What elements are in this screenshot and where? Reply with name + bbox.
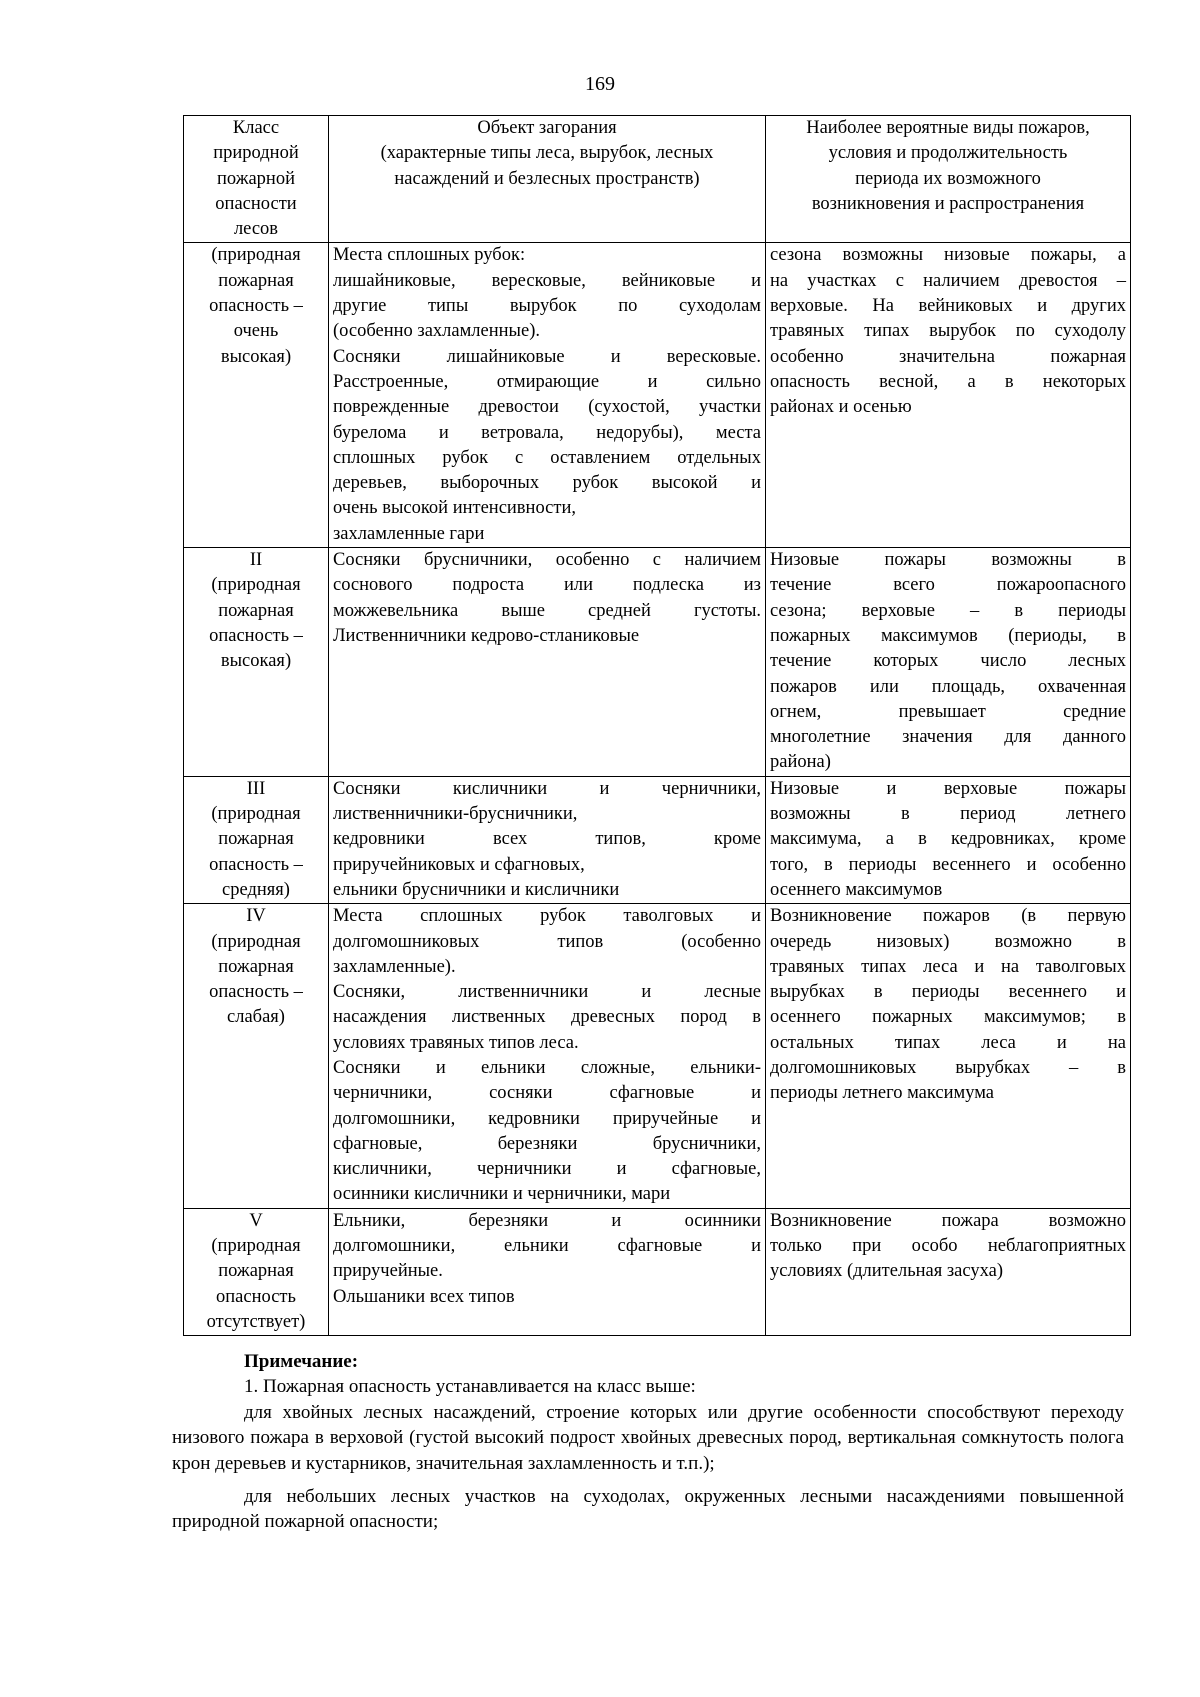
fire-kinds-cell — [766, 776, 1131, 903]
notes-section — [172, 1349, 1124, 1535]
page-number: 169 — [585, 73, 615, 95]
cell-line: того, в периоды весеннего и особенно — [770, 854, 1126, 875]
cell-line: насаждений и безлесных пространств) — [394, 168, 700, 189]
cell-line: (природная — [211, 245, 301, 266]
cell-line: Наиболее вероятные виды пожаров, — [806, 118, 1090, 138]
cell-line: опасности — [215, 193, 297, 214]
cell-line: высокая) — [220, 651, 292, 672]
object-cell — [329, 548, 766, 777]
fire-kinds-cell — [766, 1208, 1131, 1335]
cell-line: пожарной — [217, 168, 295, 189]
cell-line: верховые. На вейниковых и других — [770, 296, 1126, 317]
cell-line: Сосняки, лиственничники и лесные — [333, 982, 761, 1003]
cell-line: районах и осенью — [770, 397, 912, 418]
cell-line: травяных типах вырубок по суходолу — [770, 321, 1126, 342]
cell-line: пожарная — [218, 1261, 294, 1282]
fire-danger-table — [183, 115, 1131, 1336]
note-paragraph-1: для хвойных лесных насаждений, строение которых или другие особенности способствуют переходу низового пожара в верховой (густой высокий подрост хвойных древесных пород, вертикальная сомкнутость полога крон деревьев и кустарников, значительная захламленность и т.п.); — [172, 1401, 1124, 1474]
fire-kinds-cell — [766, 243, 1131, 548]
cell-line: ельники брусничники и кисличники — [333, 879, 620, 900]
cell-line: III — [246, 778, 266, 799]
cell-line: (особенно захламленные). — [333, 321, 540, 342]
cell-line: сезона возможны низовые пожары, а — [770, 245, 1126, 266]
cell-line: очередь низовых) возможно в — [770, 931, 1126, 952]
cell-line: Возникновение пожара возможно — [770, 1210, 1126, 1231]
object-cell — [329, 904, 766, 1209]
cell-line: очень — [233, 321, 279, 342]
note-paragraph-2: для небольших лесных участков на суходолах, окруженных лесными насаждениями повышенной природной пожарной опасности; — [172, 1486, 1124, 1533]
cell-line: деревьев, выборочных рубок высокой и — [333, 473, 761, 494]
object-cell — [329, 1208, 766, 1335]
table-row — [184, 1208, 1131, 1335]
cell-line: Места сплошных рубок: — [333, 245, 526, 266]
cell-line: захламленные). — [333, 956, 456, 977]
table-row — [184, 548, 1131, 777]
cell-line: сезона; верховые – в периоды — [770, 600, 1126, 621]
cell-line: сплошных рубок с оставлением отдельных — [333, 447, 761, 468]
cell-line: максимума, а в кедровниках, кроме — [770, 829, 1126, 850]
cell-line: огнем, превышает средние — [770, 701, 1126, 722]
cell-line: Класс — [232, 118, 280, 138]
cell-line: Сосняки брусничники, особенно с наличием — [333, 550, 761, 571]
cell-line: лиственничники-брусничники, — [333, 804, 578, 825]
cell-line: пожарная — [218, 956, 294, 977]
cell-line: осеннего пожарных максимумов; в — [770, 1007, 1126, 1028]
table-row — [184, 243, 1131, 548]
cell-line: приручейные. — [333, 1261, 443, 1282]
cell-line: опасность весной, а в некоторых — [770, 371, 1126, 392]
class-cell — [184, 243, 329, 548]
cell-line: опасность — [216, 1286, 296, 1307]
cell-line: слабая) — [227, 1007, 285, 1028]
cell-line: пожаров или площадь, охваченная — [770, 676, 1126, 697]
cell-line: отсутствует) — [206, 1311, 306, 1332]
cell-line: лишайниковые, вересковые, вейниковые и — [333, 270, 761, 291]
cell-line: захламленные гари — [333, 523, 485, 544]
header-object — [329, 116, 766, 243]
cell-line: остальных типах леса и на — [770, 1032, 1126, 1053]
cell-line: лесов — [233, 219, 279, 240]
cell-line: пожарных максимумов (периоды, в — [770, 625, 1126, 646]
cell-line: IV — [246, 906, 266, 927]
cell-line: течение которых число лесных — [770, 651, 1126, 672]
object-cell — [329, 243, 766, 548]
cell-line: вырубках в периоды весеннего и — [770, 982, 1126, 1003]
class-cell — [184, 548, 329, 777]
cell-line: долгомошники, ельники сфагновые и — [333, 1236, 761, 1257]
cell-line: высокая) — [220, 346, 292, 367]
cell-line: очень высокой интенсивности, — [333, 498, 576, 519]
cell-line: долгомошниковых типов (особенно — [333, 931, 761, 952]
cell-line: долгомошники, кедровники приручейные и — [333, 1108, 761, 1129]
cell-line: черничники, сосняки сфагновые и — [333, 1083, 761, 1104]
cell-line: (характерные типы леса, вырубок, лесных — [380, 143, 714, 164]
cell-line: Низовые пожары возможны в — [770, 550, 1126, 571]
cell-line: травяных типах леса и на таволговых — [770, 956, 1126, 977]
class-cell — [184, 776, 329, 903]
cell-line: другие типы вырубок по суходолам — [333, 296, 761, 317]
cell-line: условиях (длительная засуха) — [770, 1261, 1003, 1282]
cell-line: Сосняки лишайниковые и вересковые. — [333, 346, 761, 367]
cell-line: (природная — [211, 1236, 301, 1257]
cell-line: приручейниковых и сфагновых, — [333, 854, 585, 875]
cell-line: соснового подроста или подлеска из — [333, 575, 761, 596]
cell-line: Сосняки и ельники сложные, ельники- — [333, 1057, 761, 1078]
table-header-row — [184, 116, 1131, 243]
cell-line: опасность – — [209, 625, 303, 646]
fire-kinds-cell — [766, 548, 1131, 777]
cell-line: на участках с наличием древостоя – — [770, 270, 1126, 291]
cell-line: Сосняки кисличники и черничники, — [333, 778, 761, 799]
cell-line: долгомошниковых вырубках – в — [770, 1057, 1126, 1078]
cell-line: поврежденные древостои (сухостой, участки — [333, 397, 761, 418]
cell-line: II — [249, 550, 263, 571]
cell-line: средняя) — [222, 879, 290, 900]
cell-line: можжевельника выше средней густоты. — [333, 600, 761, 621]
notes-title: Примечание: — [244, 1351, 359, 1372]
cell-line: Лиственничники кедрово-стланиковые — [333, 625, 640, 646]
cell-line: природной — [213, 143, 299, 164]
cell-line: многолетние значения для данного — [770, 727, 1126, 748]
cell-line: опасность – — [209, 854, 303, 875]
cell-line: Расстроенные, отмирающие и сильно — [333, 371, 761, 392]
cell-line: опасность – — [209, 296, 303, 317]
cell-line: периода их возможного — [855, 168, 1041, 189]
table-row — [184, 776, 1131, 903]
cell-line: только при особо неблагоприятных — [770, 1236, 1126, 1257]
cell-line: пожарная — [218, 829, 294, 850]
cell-line: Места сплошных рубок таволговых и — [333, 906, 761, 927]
cell-line: пожарная — [218, 600, 294, 621]
cell-line: течение всего пожароопасного — [770, 575, 1126, 596]
cell-line: осинники кисличники и черничники, мари — [333, 1184, 671, 1205]
object-cell — [329, 776, 766, 903]
header-class — [184, 116, 329, 243]
cell-line: условия и продолжительность — [828, 143, 1068, 164]
cell-line: опасность – — [209, 982, 303, 1003]
cell-line: кисличники, черничники и сфагновые, — [333, 1159, 761, 1180]
cell-line: насаждения лиственных древесных пород в — [333, 1007, 761, 1028]
cell-line: Ольшаники всех типов — [333, 1286, 515, 1307]
cell-line: Ельники, березняки и осинники — [333, 1210, 761, 1231]
class-cell — [184, 1208, 329, 1335]
cell-line: осеннего максимумов — [770, 879, 943, 900]
cell-line: бурелома и ветровала, недорубы), места — [333, 422, 761, 443]
cell-line: периоды летнего максимума — [770, 1083, 995, 1104]
cell-line: возможны в период летнего — [770, 804, 1126, 825]
cell-line: возникновения и распространения — [811, 193, 1085, 214]
cell-line: условиях травяных типов леса. — [333, 1032, 579, 1053]
cell-line: района) — [770, 752, 831, 773]
cell-line: (природная — [211, 931, 301, 952]
cell-line: (природная — [211, 575, 301, 596]
cell-line: Возникновение пожаров (в первую — [770, 906, 1126, 927]
cell-line: особенно значительна пожарная — [770, 346, 1126, 367]
header-kinds — [766, 116, 1131, 243]
cell-line: кедровники всех типов, кроме — [333, 829, 761, 850]
cell-line: V — [249, 1210, 263, 1231]
cell-line: (природная — [211, 804, 301, 825]
cell-line: Низовые и верховые пожары — [770, 778, 1126, 799]
cell-line: Объект загорания — [477, 118, 617, 138]
note-item-1: 1. Пожарная опасность устанавливается на класс выше: — [244, 1376, 696, 1398]
fire-kinds-cell — [766, 904, 1131, 1209]
class-cell — [184, 904, 329, 1209]
cell-line: пожарная — [218, 270, 294, 291]
table-row — [184, 904, 1131, 1209]
cell-line: сфагновые, березняки брусничники, — [333, 1133, 761, 1154]
